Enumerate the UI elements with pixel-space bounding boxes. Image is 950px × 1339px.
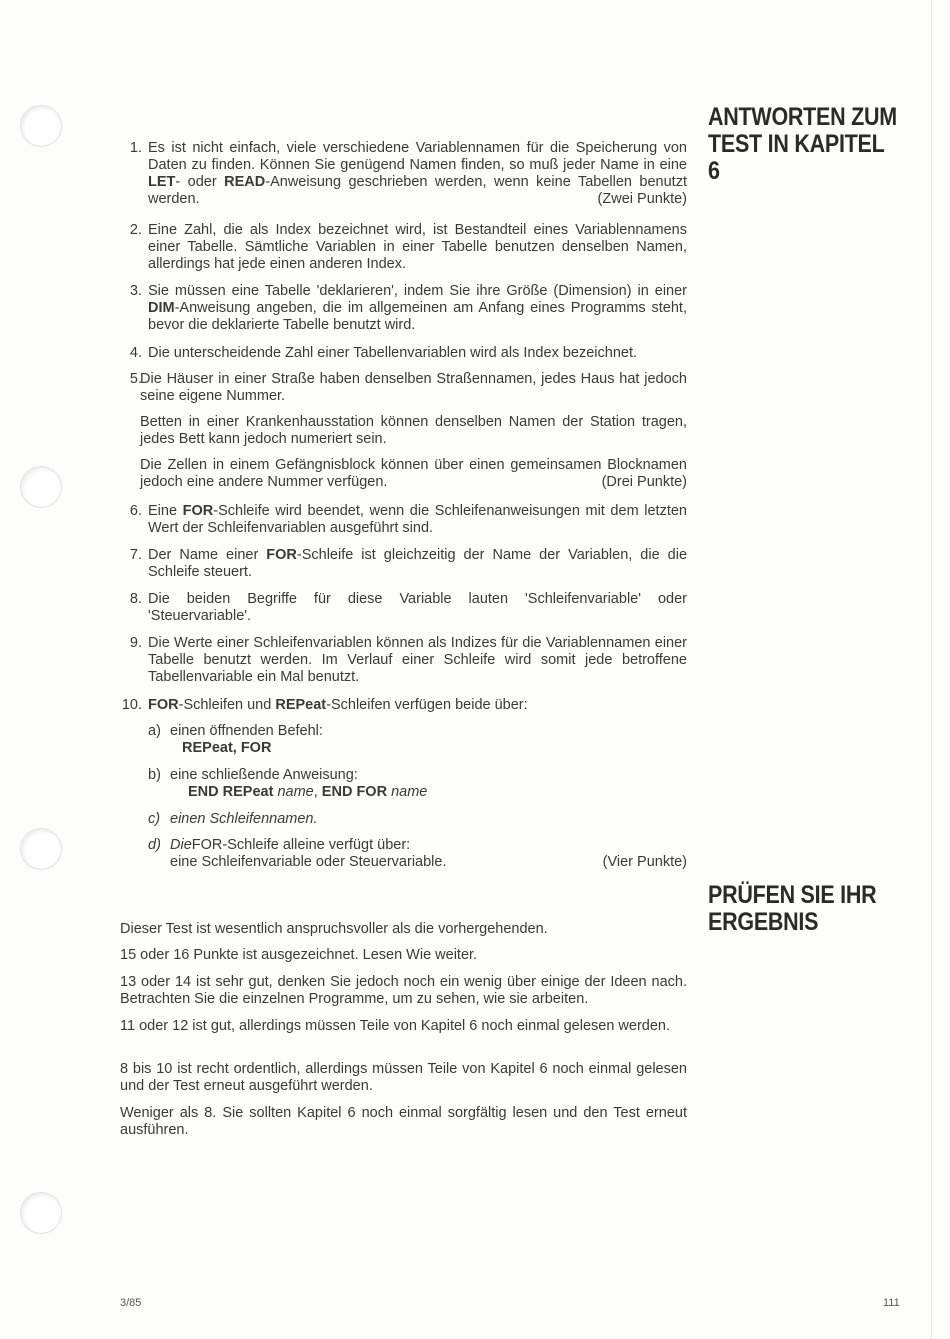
answer-9 xyxy=(129,635,687,686)
code-name: name xyxy=(277,784,314,800)
answer-paragraph: Betten in einer Krankenhausstation können denselben Namen der Station tragen, jedes Bett kann jedoch numeriert sein. xyxy=(140,414,687,447)
answer-number: 9. xyxy=(129,635,142,651)
sub-label: c) xyxy=(148,811,161,827)
answer-number: 3. xyxy=(129,283,142,299)
sub-label: d) xyxy=(148,837,161,853)
answer-text: Es ist nicht einfach, viele verschiedene Variablennamen für die Speicherung von Daten zu finden. Können Sie genügend Namen finden, so muß jeder Name in eine xyxy=(148,140,687,173)
answer-4 xyxy=(129,345,687,362)
code-snippet: END REPeat xyxy=(188,784,274,800)
result-paragraph: 8 bis 10 ist recht ordentlich, allerdings müssen Teile von Kapitel 6 noch einmal gelesen und der Test erneut ausgeführt werden. xyxy=(120,1061,687,1094)
keyword-repeat: REPeat xyxy=(275,697,327,713)
keyword-for: FOR xyxy=(182,503,214,519)
answer-2 xyxy=(129,222,687,273)
punch-hole xyxy=(20,105,62,147)
code-name: name xyxy=(391,784,428,800)
keyword-let: LET xyxy=(148,174,176,190)
keyword-read: READ xyxy=(224,174,266,190)
answer-paragraph: Die Zellen in einem Gefängnisblock können über einen gemeinsamen Blocknamen jedoch eine andere Nummer verfügen. xyxy=(140,457,687,490)
answer-text: -Anweisung angeben, die im allgemeinen am Anfang eines Programms steht, bevor die deklarierte Tabelle benutzt wird. xyxy=(148,300,687,333)
answer-text: -Schleifen und xyxy=(178,697,276,713)
punch-hole xyxy=(20,466,62,508)
answer-text: Die beiden Begriffe für diese Variable lauten 'Schleifenvariable' oder 'Steuervariable'. xyxy=(148,591,687,624)
answer-number: 1. xyxy=(129,140,142,156)
sub-text: einen öffnenden Befehl: xyxy=(170,723,323,739)
answer-text: Der Name einer xyxy=(148,547,267,563)
page-number: 111 xyxy=(883,1297,900,1309)
sub-text: -Schleife alleine verfügt über: xyxy=(222,837,411,853)
answer-text: -Schleife wird beendet, wenn die Schleifenanweisungen mit dem letzten Wert der Schleifenvariablen ausgeführt sind. xyxy=(148,503,687,536)
code-snippet: REPeat, FOR xyxy=(182,740,272,756)
heading-check-results: PRÜFEN SIE IHR ERGEBNIS xyxy=(708,881,877,936)
punch-hole xyxy=(20,1192,62,1234)
answer-text: -Schleife ist gleichzeitig der Name der Variablen, die die Schleife steuert. xyxy=(148,547,688,580)
code-sep: , xyxy=(313,784,322,800)
answer-number: 8. xyxy=(129,591,142,607)
answer-text: Die unterscheidende Zahl einer Tabellenvariablen wird als Index bezeichnet. xyxy=(148,345,638,361)
answer-5 xyxy=(129,371,687,491)
points-note: (Zwei Punkte) xyxy=(597,191,687,207)
points-note: (Vier Punkte) xyxy=(602,854,687,870)
answer-3 xyxy=(129,283,687,334)
heading-answers: ANTWORTEN ZUM TEST IN KAPITEL 6 xyxy=(708,103,897,185)
answer-text: Eine Zahl, die als Index bezeichnet wird, ist Bestandteil eines Variablennamens einer Tabelle. Sämtliche Variablen in einer Tabelle benutzen denselben Namen, allerdings hat jede einen anderen Index. xyxy=(148,222,687,272)
keyword-dim: DIM xyxy=(148,300,175,316)
answer-text: - oder xyxy=(175,174,225,190)
punch-hole xyxy=(20,828,62,870)
page-edge xyxy=(931,0,932,1339)
keyword-for: FOR xyxy=(266,547,297,563)
points-note: (Drei Punkte) xyxy=(601,474,687,490)
answer-text: -Anweisung geschrieben werden, wenn keine Tabellen benutzt werden. xyxy=(148,174,687,207)
answer-number: 2. xyxy=(129,222,142,238)
result-paragraph: 11 oder 12 ist gut, allerdings müssen Teile von Kapitel 6 noch einmal gelesen werden. xyxy=(120,1018,670,1034)
sub-label: a) xyxy=(148,723,161,739)
sub-answer-a xyxy=(148,723,687,757)
sub-answer-c xyxy=(148,811,687,828)
answer-number: 5. xyxy=(129,371,142,387)
result-paragraph: Weniger als 8. Sie sollten Kapitel 6 noch einmal sorgfältig lesen und den Test erneut ausführen. xyxy=(120,1105,687,1138)
code-snippet: END FOR xyxy=(321,784,388,800)
keyword-for: FOR xyxy=(191,837,223,853)
result-paragraph: 15 oder 16 Punkte ist ausgezeichnet. Lesen Wie weiter. xyxy=(120,947,478,963)
answer-8 xyxy=(129,591,687,625)
result-paragraph: Dieser Test ist wesentlich anspruchsvoller als die vorhergehenden. xyxy=(120,921,548,937)
answer-number: 6. xyxy=(129,503,142,519)
sub-text: eine schließende Anweisung: xyxy=(170,767,358,783)
answer-10 xyxy=(121,697,687,714)
answer-text: Eine xyxy=(148,503,183,519)
answer-6 xyxy=(129,503,687,537)
footer-date: 3/85 xyxy=(120,1297,142,1309)
answer-number: 10. xyxy=(121,697,142,713)
code-line xyxy=(148,784,687,801)
answer-7 xyxy=(129,547,688,581)
sub-text: einen Schleifennamen. xyxy=(170,811,318,827)
keyword-for: FOR xyxy=(148,697,179,713)
answer-text: Die Werte einer Schleifenvariablen können als Indizes für die Variablennamen einer Tabelle benutzt werden. Im Verlauf einer Schleife wird somit jede betroffene Tabellenvariable ein Mal benutzt. xyxy=(148,635,687,685)
answer-text: Sie müssen eine Tabelle 'deklarieren', indem Sie ihre Größe (Dimension) in einer xyxy=(148,283,687,299)
result-paragraph: 13 oder 14 ist sehr gut, denken Sie jedoch noch ein wenig über einige der Ideen nach. Betrachten Sie die einzelnen Programme, um zu sehen, wie sie arbeiten. xyxy=(120,974,687,1007)
answer-paragraph: Die Häuser in einer Straße haben denselben Straßennamen, jedes Haus hat jedoch seine eigene Nummer. xyxy=(140,371,687,404)
answer-1 xyxy=(129,140,687,208)
answer-number: 7. xyxy=(129,547,142,563)
sub-text: eine Schleifenvariable oder Steuervariable. xyxy=(170,854,447,870)
sub-answer-b xyxy=(148,767,687,801)
answer-number: 4. xyxy=(129,345,142,361)
sub-answer-d xyxy=(148,837,687,871)
sub-text: Die xyxy=(170,837,192,853)
sub-label: b) xyxy=(148,767,161,783)
answer-text: -Schleifen verfügen beide über: xyxy=(326,697,528,713)
